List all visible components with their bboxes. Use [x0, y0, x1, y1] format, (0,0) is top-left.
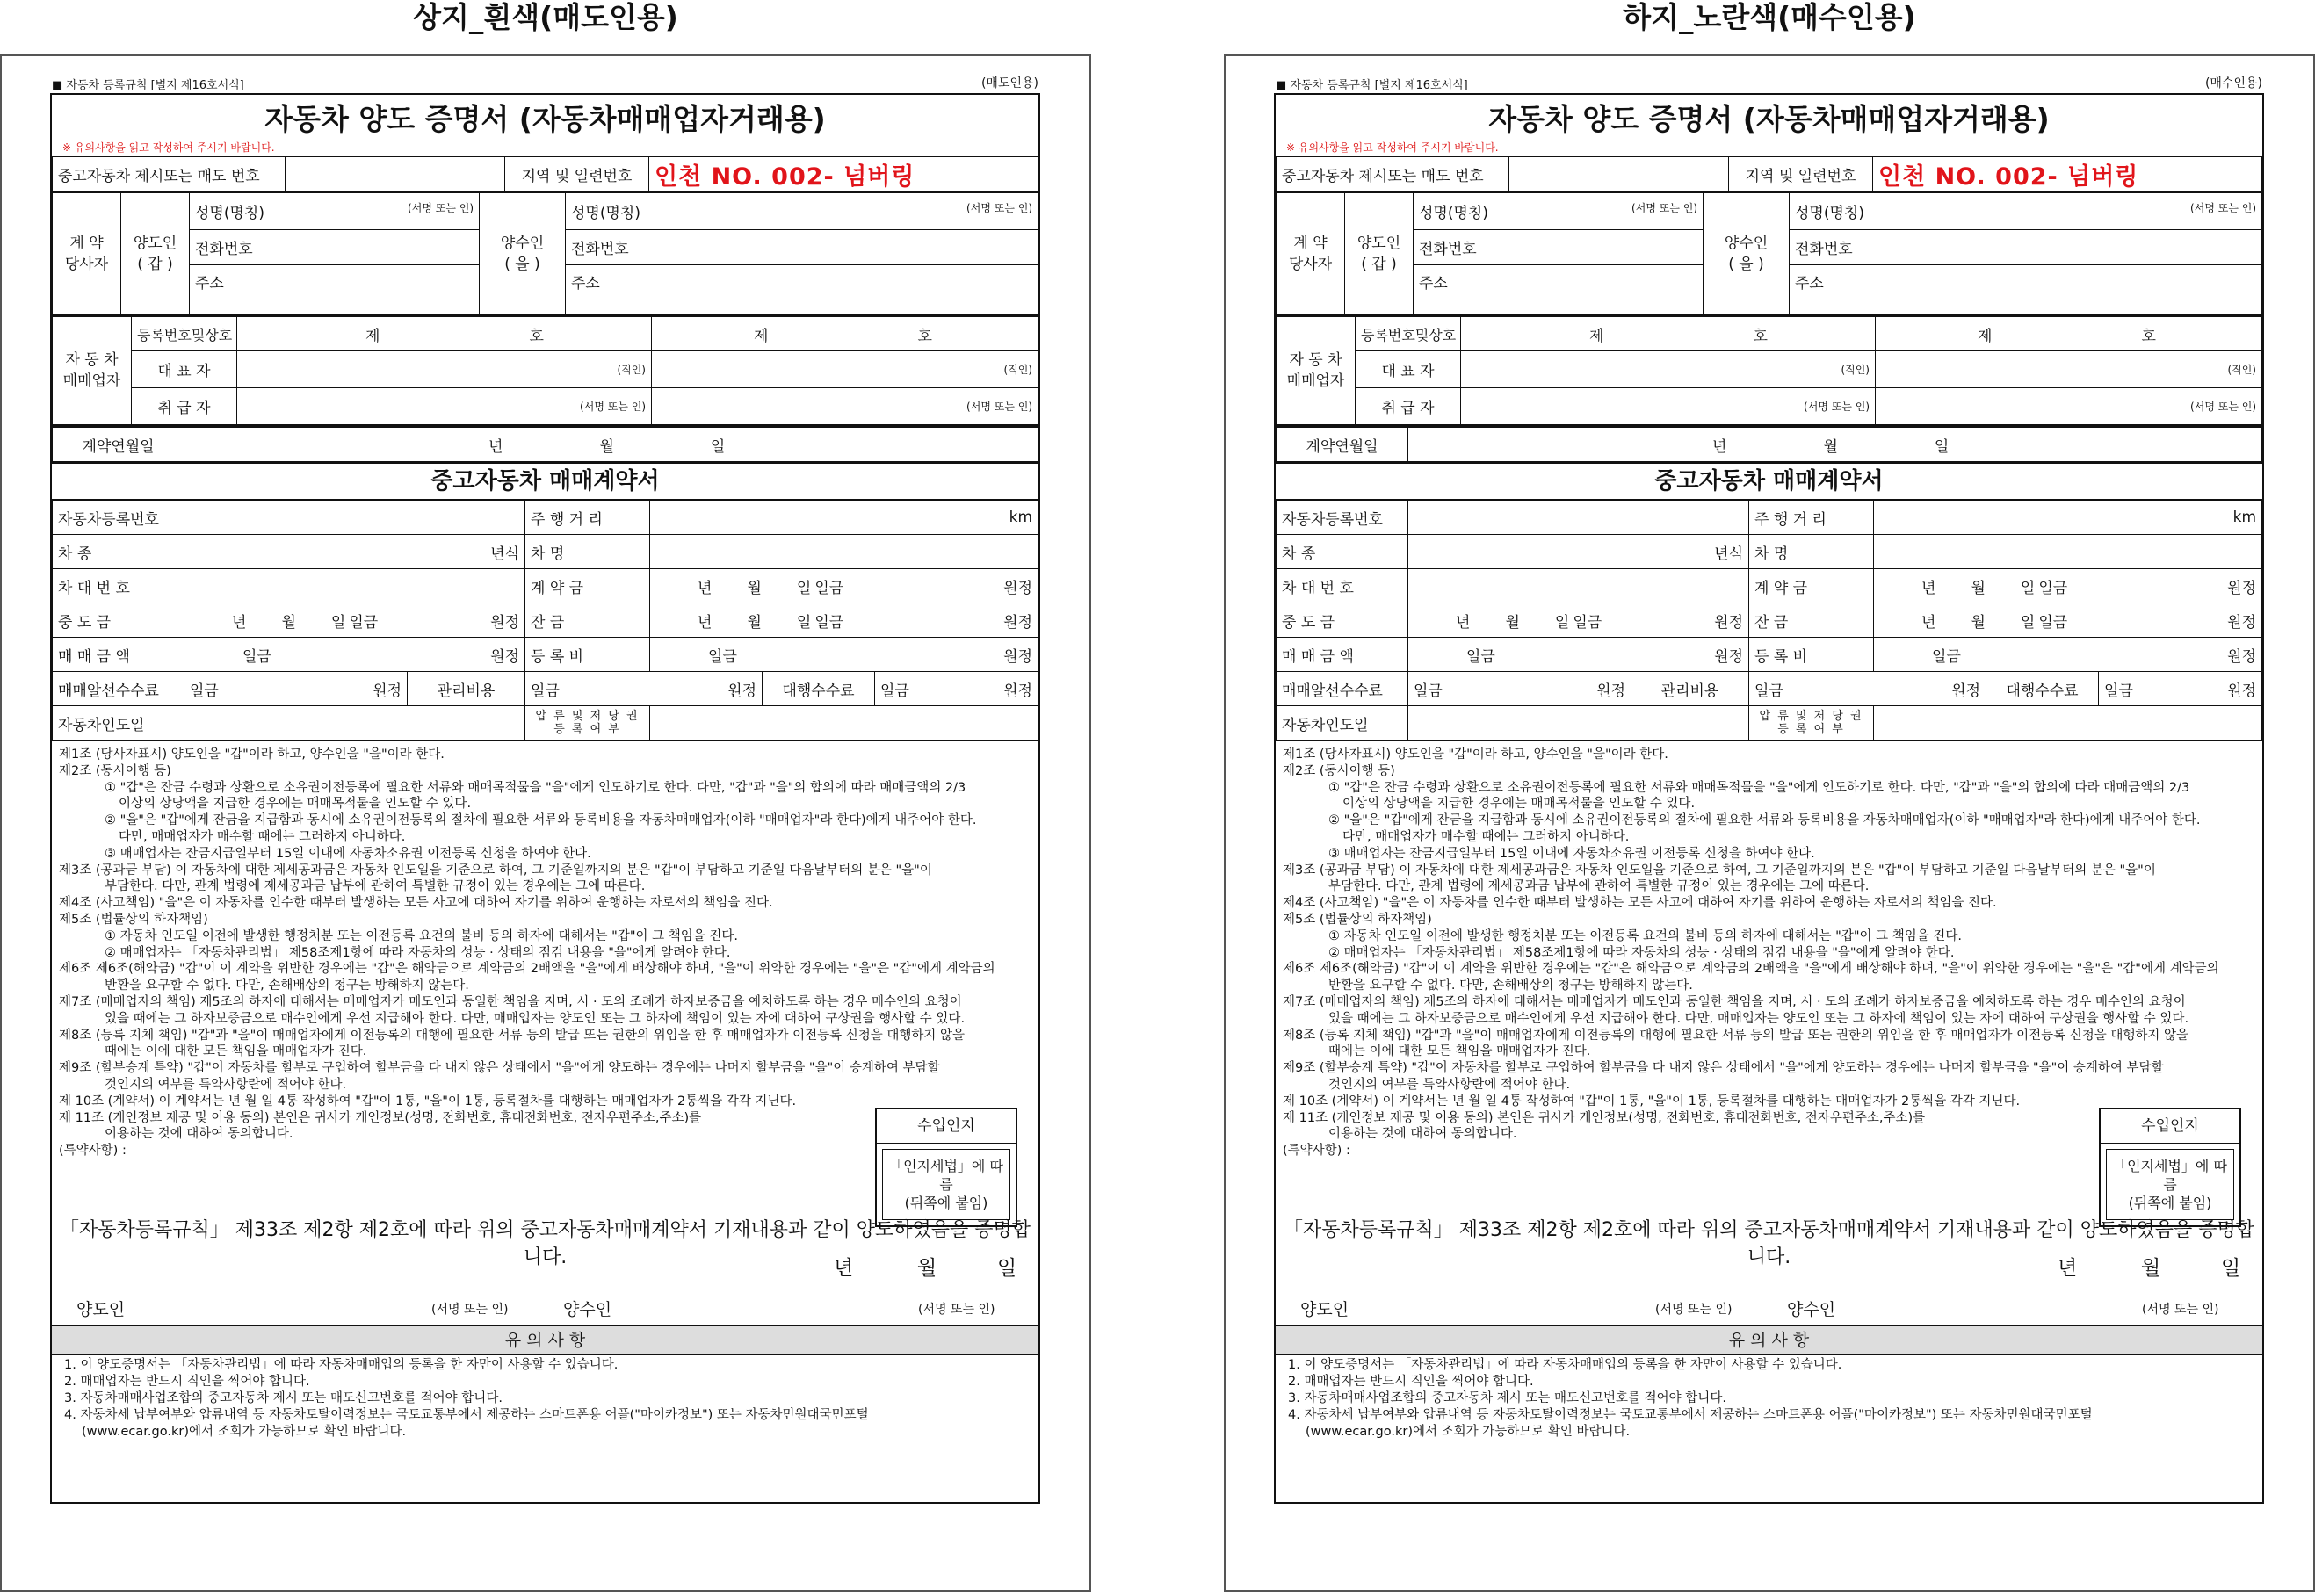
ho-label: 호	[917, 327, 932, 345]
name-label: 성명(명칭)	[571, 205, 640, 222]
header-table	[52, 156, 1038, 192]
clause-line: 제4조 (사고책임) "을"은 이 자동차를 인수한 때부터 발생하는 모든 사고에 대하여 자기를 위하여 운행하는 자로서의 책임을 진다.	[59, 896, 773, 911]
balance-field[interactable]: 년 월 일 일금 원정	[650, 603, 1038, 638]
cert-month: 월	[2141, 1257, 2161, 1280]
agency-fee-field[interactable]: 일금 원정	[2099, 672, 2262, 706]
fill-notice: ※ 유의사항을 읽고 작성하여 주시기 바랍니다.	[62, 141, 275, 154]
interim-label: 중 도 금	[53, 603, 184, 638]
day-label: 일	[710, 437, 726, 456]
delivery-date-label: 자동차인도일	[53, 706, 184, 740]
form-seller-copy	[0, 54, 1091, 1592]
deposit-field[interactable]: 년 월 일 일금 원정	[650, 569, 1038, 603]
reg-fee-field[interactable]: 일금 원정	[650, 638, 1038, 672]
caution-item: 3. 자동차매매사업조합의 중고자동차 제시 또는 매도신고번호를 적어야 합니다.	[64, 1391, 503, 1405]
price-field[interactable]: 일금 원정	[184, 638, 525, 672]
caution-list	[64, 1357, 1031, 1441]
brokerage-label: 매매알선수수료	[1277, 672, 1408, 706]
clause-line: 제2조 (동시이행 등)	[1283, 763, 1395, 778]
year-label: 년	[488, 437, 503, 456]
stamp-title: 수입인지	[2101, 1109, 2239, 1144]
dealer-regno-field-2[interactable]	[652, 316, 1038, 351]
rep-field-2[interactable]: (직인)	[652, 351, 1038, 388]
seller-label: 양도인 ( 갑 )	[121, 193, 190, 314]
clause-line: 제 11조 (개인정보 제공 및 이용 동의) 본인은 귀사가 개인정보(성명, 전화번호, 휴대전화번호, 전자우편주소,주소)를	[59, 1110, 702, 1125]
buyer-sign-hint[interactable]: (서명 또는 인)	[918, 1303, 995, 1317]
clause-line: 것인지의 여부를 특약사항란에 적어야 한다.	[1328, 1077, 1571, 1092]
fill-notice: ※ 유의사항을 읽고 작성하여 주시기 바랍니다.	[1286, 141, 1499, 154]
dealer-table	[1276, 314, 2262, 425]
caution-item: 2. 매매업자는 반드시 직인을 찍어야 합니다.	[64, 1375, 310, 1389]
clause-line: ① 자동차 인도일 이전에 발생한 행정처분 또는 이전등록 요건의 불비 등의 하자에 대해서는 "갑"이 그 책임을 진다.	[105, 928, 738, 943]
mileage-field[interactable]: km	[1874, 501, 2262, 535]
clause-line: 제7조 (매매업자의 책임) 제5조의 하자에 대해서는 매매업자가 매도인과 동일한 책임을 지며, 시 · 도의 조례가 하자보증금을 예치하도록 하는 경우 매수인의 요청이	[59, 994, 962, 1009]
seizure-label: 압 류 및 저 당 권 등 록 여 부	[1749, 706, 1874, 740]
clause-line: 것인지의 여부를 특약사항란에 적어야 한다.	[105, 1077, 347, 1092]
contract-date-table	[1276, 425, 2262, 462]
car-name-label: 차 명	[1749, 535, 1874, 569]
clause-line: 제9조 (할부승계 특약) "갑"이 자동차를 할부로 구입하여 할부금을 다 내지 않은 상태에서 "을"에게 양도하는 경우에는 나머지 할부금을 "을"이 승계하여 부담할	[1283, 1061, 2164, 1076]
clause-line: 제 10조 (계약서) 이 계약서는 년 월 일 4통 작성하여 "갑"이 1통, "을"이 1통, 등록절차를 대행하는 매매업자가 2통씩을 각각 지닌다.	[59, 1094, 797, 1109]
rep-label: 대 표 자	[1356, 351, 1461, 388]
contract-date-table	[52, 425, 1038, 462]
seller-sign-hint[interactable]: (서명 또는 인)	[431, 1303, 509, 1317]
mgmt-fee-field[interactable]: 일금 원정	[525, 672, 763, 706]
clause-line: 제8조 (등록 지체 책임) "갑"과 "을"이 매매업자에게 이전등록의 대행에 필요한 서류 등의 발급 또는 권한의 위임을 한 후 매매업자가 이전등록 신청을 대행하지 않을	[1283, 1028, 2189, 1043]
sign-hint: (서명 또는 인)	[2190, 202, 2256, 214]
regno-label: 등록번호및상호	[132, 316, 237, 351]
clause-line: ② 매매업자는 「자동차관리법」 제58조제1항에 따라 자동차의 성능 · 상태의 점검 내용을 "을"에게 알려야 한다.	[105, 945, 731, 960]
interim-field[interactable]: 년 월 일 일금 원정	[184, 603, 525, 638]
display-no-label: 중고자동차 제시또는 매도 번호	[1277, 157, 1509, 192]
je-label: 제	[1978, 327, 1993, 345]
stamp-title: 수입인지	[877, 1109, 1016, 1144]
clause-line: 이용하는 것에 대하여 동의합니다.	[1328, 1127, 1517, 1142]
clause-list	[59, 747, 1031, 1159]
signature-row	[52, 1289, 1038, 1325]
contract-date-field[interactable]	[1408, 427, 2262, 462]
display-no-field[interactable]	[1509, 157, 1729, 192]
car-name-field[interactable]	[650, 535, 1038, 569]
interim-label: 중 도 금	[1277, 603, 1408, 638]
clause-line: ② 매매업자는 「자동차관리법」 제58조제1항에 따라 자동차의 성능 · 상태의 점검 내용을 "을"에게 알려야 한다.	[1328, 945, 1955, 960]
vin-field[interactable]	[1408, 569, 1749, 603]
caution-title: 유 의 사 항	[52, 1325, 1038, 1355]
caution-item: 1. 이 양도증명서는 「자동차관리법」에 따라 자동차매매업의 등록을 한 자만이 사용할 수 있습니다.	[1288, 1358, 1842, 1372]
rep-field-2[interactable]: (직인)	[1876, 351, 2262, 388]
parties-table	[1276, 192, 2262, 314]
clause-line: ③ 매매업자는 잔금지급일부터 15일 이내에 자동차소유권 이전등록 신청을 하여야 한다.	[1328, 846, 1815, 861]
buyer-name-field[interactable]	[1790, 193, 2262, 230]
dealer-label: 자 동 차 매매업자	[53, 316, 132, 425]
price-label: 매 매 금 액	[53, 638, 184, 672]
seller-sign-label: 양도인	[1300, 1300, 1349, 1319]
seller-address-field[interactable]: 주소	[1414, 265, 1704, 314]
certification-text: 「자동차등록규칙」 제33조 제2항 제2호에 따라 위의 중고자동차매매계약서 기재내용과 같이 양도하였음을 증명합니다.	[1283, 1219, 2254, 1268]
delivery-date-field[interactable]	[1408, 706, 1749, 740]
clause-line: (특약사항) :	[59, 1144, 127, 1159]
car-type-field[interactable]: 년식	[1408, 535, 1749, 569]
handler-field[interactable]: (서명 또는 인)	[237, 388, 652, 425]
clause-line: 제5조 (법률상의 하자책임)	[59, 912, 208, 927]
clause-line: 제 11조 (개인정보 제공 및 이용 동의) 본인은 귀사가 개인정보(성명, 전화번호, 휴대전화번호, 전자우편주소,주소)를	[1283, 1110, 1926, 1125]
clause-line: 제1조 (당사자표시) 양도인을 "갑"이라 하고, 양수인을 "을"이라 한다.	[1283, 747, 1668, 762]
signature-row	[1276, 1289, 2262, 1325]
mileage-label: 주 행 거 리	[525, 501, 650, 535]
handler-field[interactable]: (서명 또는 인)	[1461, 388, 1876, 425]
brokerage-field[interactable]: 일금 원정	[184, 672, 408, 706]
vehicle-table	[52, 500, 1038, 740]
deposit-label: 계 약 금	[1749, 569, 1874, 603]
stamp-note: 「인지세법」에 따름 (뒤쪽에 붙임)	[882, 1149, 1010, 1220]
transfer-form	[50, 72, 1040, 1504]
heading-right: 하지_노란색(매수인용)	[1623, 0, 1916, 34]
car-name-label: 차 명	[525, 535, 650, 569]
caution-item: 2. 매매업자는 반드시 직인을 찍어야 합니다.	[1288, 1375, 1534, 1389]
clause-line: 제5조 (법률상의 하자책임)	[1283, 912, 1432, 927]
month-label: 월	[1823, 437, 1838, 456]
buyer-label: 양수인 ( 을 )	[480, 193, 566, 314]
balance-label: 잔 금	[525, 603, 650, 638]
handler-label: 취 급 자	[1356, 388, 1461, 425]
seller-label: 양도인 ( 갑 )	[1345, 193, 1414, 314]
buyer-label: 양수인 ( 을 )	[1704, 193, 1790, 314]
name-label: 성명(명칭)	[195, 205, 264, 222]
cert-day: 일	[2221, 1257, 2241, 1280]
clause-line: 반환을 요구할 수 없다. 다만, 손해배상의 청구는 방해하지 않는다.	[105, 979, 469, 993]
delivery-date-field[interactable]	[184, 706, 525, 740]
sign-hint: (서명 또는 인)	[408, 202, 474, 214]
deposit-field[interactable]: 년 월 일 일금 원정	[1874, 569, 2262, 603]
clause-list	[1283, 747, 2255, 1159]
handler-field-2[interactable]: (서명 또는 인)	[1876, 388, 2262, 425]
rep-field[interactable]: (직인)	[1461, 351, 1876, 388]
buyer-address-field[interactable]: 주소	[566, 265, 1038, 314]
clause-line: 다만, 매매업자가 매수할 때에는 그러하지 아니하다.	[1342, 829, 1630, 844]
regulation-ref: ■ 자동차 등록규칙 [별지 제16호서식]	[1276, 79, 1468, 92]
mgmt-fee-label: 관리비용	[408, 672, 525, 706]
revenue-stamp-box	[2099, 1108, 2241, 1227]
revenue-stamp-box	[875, 1108, 1017, 1227]
car-type-field[interactable]: 년식	[184, 535, 525, 569]
region-value[interactable]: 인천 NO. 002- 넘버링	[1873, 157, 2262, 192]
clause-line: 제8조 (등록 지체 책임) "갑"과 "을"이 매매업자에게 이전등록의 대행에 필요한 서류 등의 발급 또는 권한의 위임을 한 후 매매업자가 이전등록 신청을 대행하지 않을	[59, 1028, 966, 1043]
ho-label: 호	[529, 327, 544, 345]
je-label: 제	[365, 327, 380, 345]
reg-fee-field[interactable]: 일금 원정	[1874, 638, 2262, 672]
mileage-field[interactable]: km	[650, 501, 1038, 535]
contract-date-label: 계약연월일	[53, 427, 184, 462]
vin-label: 차 대 번 호	[53, 569, 184, 603]
form-title: 자동차 양도 증명서 (자동차매매업자거래용)	[264, 102, 826, 136]
caution-item: 3. 자동차매매사업조합의 중고자동차 제시 또는 매도신고번호를 적어야 합니다.	[1288, 1391, 1726, 1405]
ho-label: 호	[1753, 327, 1768, 345]
caution-item: (www.ecar.go.kr)에서 조회가 가능하므로 확인 바랍니다.	[1306, 1425, 1631, 1439]
delivery-date-label: 자동차인도일	[1277, 706, 1408, 740]
seller-phone-field[interactable]: 전화번호	[1414, 230, 1704, 265]
car-regno-field[interactable]	[1408, 501, 1749, 535]
cert-date: 년	[834, 1257, 854, 1280]
clause-line: 제3조 (공과금 부담) 이 자동차에 대한 제세공과금은 자동차 인도일을 기준으로 하여, 그 기준일까지의 분은 "갑"이 부담하고 기준일 다음날부터의 분은 "을"이	[59, 863, 932, 877]
clause-line: 반환을 요구할 수 없다. 다만, 손해배상의 청구는 방해하지 않는다.	[1328, 979, 1693, 993]
contract-title: 중고자동차 매매계약서	[52, 462, 1038, 500]
caution-item: 4. 자동차세 납부여부와 압류내역 등 자동차토탈이력정보는 국토교통부에서 제공하는 스마트폰용 어플("마이카정보") 또는 자동차민원대국민포털	[64, 1408, 869, 1422]
heading-left: 상지_흰색(매도인용)	[413, 0, 678, 34]
clause-line: 제9조 (할부승계 특약) "갑"이 자동차를 할부로 구입하여 할부금을 다 내지 않은 상태에서 "을"에게 양도하는 경우에는 나머지 할부금을 "을"이 승계하여 부담할	[59, 1061, 940, 1076]
clause-line: ③ 매매업자는 잔금지급일부터 15일 이내에 자동차소유권 이전등록 신청을 하여야 한다.	[105, 846, 591, 861]
clause-line: 이상의 상당액을 지급한 경우에는 매매목적물을 인도할 수 있다.	[1342, 797, 1696, 812]
clause-line: ② "을"은 "갑"에게 잔금을 지급함과 동시에 소유권이전등록의 절차에 필요한 서류와 등록비용을 자동차매매업자(이하 "매매업자"라 한다)에게 내주어야 한다.	[1328, 813, 2201, 828]
ho-label: 호	[2141, 327, 2156, 345]
clause-line: 부담한다. 다만, 관계 법령에 제세공과금 납부에 관하여 특별한 규정이 있는 경우에는 그에 따른다.	[1328, 879, 1870, 894]
year-label: 년	[1712, 437, 1727, 456]
reg-fee-label: 등 록 비	[525, 638, 650, 672]
clause-line: 제7조 (매매업자의 책임) 제5조의 하자에 대해서는 매매업자가 매도인과 동일한 책임을 지며, 시 · 도의 조례가 하자보증금을 예치하도록 하는 경우 매수인의 요청이	[1283, 994, 2186, 1009]
usage-label: (매수인용)	[2204, 76, 2262, 90]
brokerage-field[interactable]: 일금 원정	[1408, 672, 1631, 706]
seller-name-field[interactable]	[190, 193, 480, 230]
deposit-label: 계 약 금	[525, 569, 650, 603]
car-name-field[interactable]	[1874, 535, 2262, 569]
clause-line: ① 자동차 인도일 이전에 발생한 행정처분 또는 이전등록 요건의 불비 등의 하자에 대해서는 "갑"이 그 책임을 진다.	[1328, 928, 1962, 943]
cert-month: 월	[917, 1257, 937, 1280]
certification-text: 「자동차등록규칙」 제33조 제2항 제2호에 따라 위의 중고자동차매매계약서 기재내용과 같이 양도하였음을 증명합니다.	[59, 1219, 1031, 1268]
dealer-table	[52, 314, 1038, 425]
contract-date-label: 계약연월일	[1277, 427, 1408, 462]
parties-label: 계 약 당사자	[1277, 193, 1345, 314]
month-label: 월	[599, 437, 614, 456]
parties-table	[52, 192, 1038, 314]
form-buyer-copy	[1224, 54, 2315, 1592]
balance-field[interactable]: 년 월 일 일금 원정	[1874, 603, 2262, 638]
clause-line: 때에는 이에 대한 모든 책임을 매매업자가 진다.	[105, 1044, 367, 1059]
clause-line: (특약사항) :	[1283, 1144, 1350, 1159]
name-label: 성명(명칭)	[1795, 205, 1864, 222]
clause-line: 제6조 제6조(해약금) "갑"이 이 계약을 위반한 경우에는 "갑"은 해약금으로 계약금의 2배액을 "을"에게 배상해야 하며, "을"이 위약한 경우에는 "을"은 "갑"에게 계약금의	[1283, 962, 2219, 977]
clause-line: 있을 때에는 그 하자보증금으로 매수인에게 우선 지급해야 한다. 다만, 매매업자는 양도인 또는 그 하자에 책임이 있는 자에 대하여 구상권을 행사할 수 있다.	[105, 1011, 966, 1026]
clause-line: 때에는 이에 대한 모든 책임을 매매업자가 진다.	[1328, 1044, 1591, 1059]
seizure-field[interactable]	[650, 706, 1038, 740]
cert-day: 일	[997, 1257, 1017, 1280]
seller-phone-field[interactable]: 전화번호	[190, 230, 480, 265]
caution-item: 4. 자동차세 납부여부와 압류내역 등 자동차토탈이력정보는 국토교통부에서 제공하는 스마트폰용 어플("마이카정보") 또는 자동차민원대국민포털	[1288, 1408, 2093, 1422]
interim-field[interactable]: 년 월 일 일금 원정	[1408, 603, 1749, 638]
vin-label: 차 대 번 호	[1277, 569, 1408, 603]
buyer-sign-label: 양수인	[563, 1300, 612, 1319]
car-regno-label: 자동차등록번호	[1277, 501, 1408, 535]
vehicle-table	[1276, 500, 2262, 740]
sign-hint: (서명 또는 인)	[966, 202, 1032, 214]
handler-field-2[interactable]: (서명 또는 인)	[652, 388, 1038, 425]
seller-address-field[interactable]: 주소	[190, 265, 480, 314]
seizure-field[interactable]	[1874, 706, 2262, 740]
seizure-label: 압 류 및 저 당 권 등 록 여 부	[525, 706, 650, 740]
caution-list	[1288, 1357, 2255, 1441]
contract-title: 중고자동차 매매계약서	[1276, 462, 2262, 500]
agency-fee-label: 대행수수료	[1986, 672, 2099, 706]
handler-label: 취 급 자	[132, 388, 237, 425]
clause-line: ① "갑"은 잔금 수령과 상환으로 소유권이전등록에 필요한 서류와 매매목적물을 "을"에게 인도하기로 한다. 다만, "갑"과 "을"의 합의에 따라 매매금액의 2/3	[1328, 780, 2190, 795]
je-label: 제	[754, 327, 769, 345]
car-regno-label: 자동차등록번호	[53, 501, 184, 535]
usage-label: (매도인용)	[980, 76, 1038, 90]
caution-title: 유 의 사 항	[1276, 1325, 2262, 1355]
price-label: 매 매 금 액	[1277, 638, 1408, 672]
day-label: 일	[1934, 437, 1950, 456]
display-no-label: 중고자동차 제시또는 매도 번호	[53, 157, 286, 192]
vin-field[interactable]	[184, 569, 525, 603]
mgmt-fee-field[interactable]: 일금 원정	[1749, 672, 1986, 706]
buyer-phone-field[interactable]: 전화번호	[1790, 230, 2262, 265]
rep-field[interactable]: (직인)	[237, 351, 652, 388]
clause-line: 제1조 (당사자표시) 양도인을 "갑"이라 하고, 양수인을 "을"이라 한다.	[59, 747, 445, 762]
stamp-note: 「인지세법」에 따름 (뒤쪽에 붙임)	[2106, 1149, 2234, 1220]
display-no-field[interactable]	[286, 157, 505, 192]
price-field[interactable]: 일금 원정	[1408, 638, 1749, 672]
caution-item: (www.ecar.go.kr)에서 조회가 가능하므로 확인 바랍니다.	[82, 1425, 407, 1439]
buyer-sign-hint[interactable]: (서명 또는 인)	[2142, 1303, 2219, 1317]
region-label: 지역 및 일련번호	[505, 157, 649, 192]
regno-label: 등록번호및상호	[1356, 316, 1461, 351]
seller-sign-hint[interactable]: (서명 또는 인)	[1655, 1303, 1733, 1317]
clause-line: 제2조 (동시이행 등)	[59, 763, 171, 778]
dealer-regno-field[interactable]	[237, 316, 652, 351]
car-regno-field[interactable]	[184, 501, 525, 535]
buyer-phone-field[interactable]: 전화번호	[566, 230, 1038, 265]
transfer-form	[1274, 72, 2264, 1504]
seller-name-field[interactable]	[1414, 193, 1704, 230]
seller-sign-label: 양도인	[76, 1300, 126, 1319]
agency-fee-label: 대행수수료	[763, 672, 875, 706]
cert-date: 년	[2058, 1257, 2078, 1280]
clause-line: 부담한다. 다만, 관계 법령에 제세공과금 납부에 관하여 특별한 규정이 있는 경우에는 그에 따른다.	[105, 879, 646, 894]
sign-hint: (서명 또는 인)	[1631, 202, 1697, 214]
dealer-label: 자 동 차 매매업자	[1277, 316, 1356, 425]
dealer-regno-field-2[interactable]	[1876, 316, 2262, 351]
clause-line: 제6조 제6조(해약금) "갑"이 이 계약을 위반한 경우에는 "갑"은 해약금으로 계약금의 2배액을 "을"에게 배상해야 하며, "을"이 위약한 경우에는 "을"은 "갑"에게 계약금의	[59, 962, 995, 977]
form-title: 자동차 양도 증명서 (자동차매매업자거래용)	[1488, 102, 2050, 136]
region-value[interactable]: 인천 NO. 002- 넘버링	[649, 157, 1038, 192]
region-label: 지역 및 일련번호	[1729, 157, 1873, 192]
dealer-regno-field[interactable]	[1461, 316, 1876, 351]
regulation-ref: ■ 자동차 등록규칙 [별지 제16호서식]	[52, 79, 244, 92]
contract-date-field[interactable]	[184, 427, 1038, 462]
clause-line: 제4조 (사고책임) "을"은 이 자동차를 인수한 때부터 발생하는 모든 사고에 대하여 자기를 위하여 운행하는 자로서의 책임을 진다.	[1283, 896, 1997, 911]
rep-label: 대 표 자	[132, 351, 237, 388]
clause-line: ① "갑"은 잔금 수령과 상환으로 소유권이전등록에 필요한 서류와 매매목적물을 "을"에게 인도하기로 한다. 다만, "갑"과 "을"의 합의에 따라 매매금액의 2/3	[105, 780, 966, 795]
brokerage-label: 매매알선수수료	[53, 672, 184, 706]
je-label: 제	[1589, 327, 1604, 345]
clause-line: 있을 때에는 그 하자보증금으로 매수인에게 우선 지급해야 한다. 다만, 매매업자는 양도인 또는 그 하자에 책임이 있는 자에 대하여 구상권을 행사할 수 있다.	[1328, 1011, 2189, 1026]
car-type-label: 차 종	[53, 535, 184, 569]
mileage-label: 주 행 거 리	[1749, 501, 1874, 535]
mgmt-fee-label: 관리비용	[1631, 672, 1749, 706]
clause-line: 제3조 (공과금 부담) 이 자동차에 대한 제세공과금은 자동차 인도일을 기준으로 하여, 그 기준일까지의 분은 "갑"이 부담하고 기준일 다음날부터의 분은 "을"이	[1283, 863, 2156, 877]
balance-label: 잔 금	[1749, 603, 1874, 638]
clause-line: ② "을"은 "갑"에게 잔금을 지급함과 동시에 소유권이전등록의 절차에 필요한 서류와 등록비용을 자동차매매업자(이하 "매매업자"라 한다)에게 내주어야 한다.	[105, 813, 977, 828]
buyer-address-field[interactable]: 주소	[1790, 265, 2262, 314]
buyer-name-field[interactable]	[566, 193, 1038, 230]
clause-line: 이상의 상당액을 지급한 경우에는 매매목적물을 인도할 수 있다.	[119, 797, 472, 812]
car-type-label: 차 종	[1277, 535, 1408, 569]
agency-fee-field[interactable]: 일금 원정	[875, 672, 1038, 706]
clause-line: 제 10조 (계약서) 이 계약서는 년 월 일 4통 작성하여 "갑"이 1통, "을"이 1통, 등록절차를 대행하는 매매업자가 2통씩을 각각 지닌다.	[1283, 1094, 2021, 1109]
clause-line: 다만, 매매업자가 매수할 때에는 그러하지 아니하다.	[119, 829, 406, 844]
name-label: 성명(명칭)	[1419, 205, 1488, 222]
parties-label: 계 약 당사자	[53, 193, 121, 314]
reg-fee-label: 등 록 비	[1749, 638, 1874, 672]
header-table	[1276, 156, 2262, 192]
buyer-sign-label: 양수인	[1787, 1300, 1836, 1319]
clause-line: 이용하는 것에 대하여 동의합니다.	[105, 1127, 293, 1142]
caution-item: 1. 이 양도증명서는 「자동차관리법」에 따라 자동차매매업의 등록을 한 자만이 사용할 수 있습니다.	[64, 1358, 619, 1372]
